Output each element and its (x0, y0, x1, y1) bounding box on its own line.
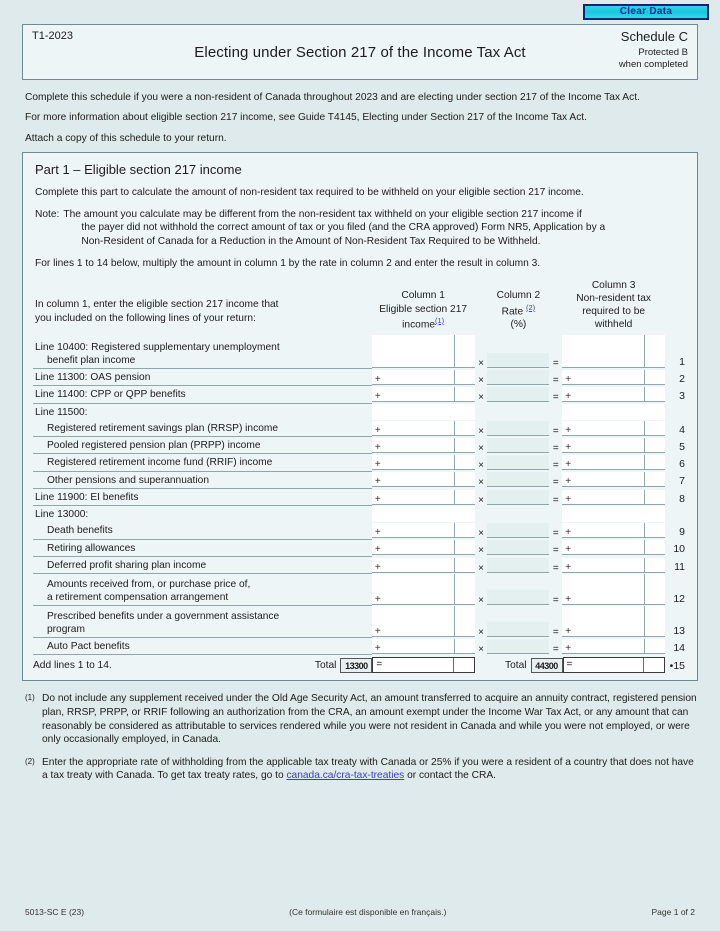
row-12-col2-cell (487, 574, 549, 606)
table-row (33, 369, 687, 386)
table-row (33, 556, 687, 573)
row-10-col2-cell (487, 539, 549, 556)
row-12-number: 12 (673, 592, 685, 605)
row-14-plus-sign: + (374, 642, 381, 654)
footnotes (25, 692, 698, 782)
group-13000-col2-stub (487, 506, 549, 523)
row-2-col1-cell (372, 369, 475, 386)
row-2-col3-cell (562, 369, 665, 386)
row-7-rate-input[interactable] (487, 472, 549, 487)
table-row (33, 488, 687, 505)
protected-line-2: when completed (618, 58, 688, 70)
add-lines-label: Add lines 1 to 14. (33, 660, 112, 672)
row-label-12 (33, 574, 372, 606)
group-13000-eq (549, 506, 562, 523)
row-label-10 (33, 539, 372, 556)
row-label-5-text: Pooled registered pension plan (PRPP) income (47, 440, 261, 452)
french-availability-note: (Ce formulaire est disponible en français.) (289, 907, 447, 917)
row-5-rate-input[interactable] (487, 438, 549, 453)
row-14-multiply: × (478, 643, 484, 655)
table-row (33, 522, 687, 539)
note-line-3: Non-Resident of Canada for a Reduction in the Amount of Non-Resident Tax Required to be Withheld. (81, 235, 541, 247)
row-13-equals: = (552, 626, 559, 638)
footnote-2-text-after: or contact the CRA. (404, 770, 496, 782)
column-2-subtitle (487, 303, 549, 319)
row-2-multiply: × (478, 374, 484, 386)
row-7-col1-cell (372, 471, 475, 488)
row-12-rate-input[interactable] (487, 590, 549, 605)
protected-label (619, 47, 688, 71)
column-3-title: Column 3 (591, 279, 636, 291)
group-11500-eq (549, 403, 562, 420)
row-3-rate-input[interactable] (487, 387, 549, 402)
table-row (33, 574, 687, 606)
row-7-col3-cell (562, 471, 665, 488)
row-14-equals: = (552, 643, 559, 655)
row-13-income-input[interactable] (372, 606, 475, 637)
row-14-rate-input[interactable] (487, 639, 549, 654)
group-13000-num (665, 506, 687, 523)
field-code-44300: 44300 (531, 658, 563, 673)
group-11500-num (665, 403, 687, 420)
row-label-11-text: Deferred profit sharing plan income (47, 559, 207, 571)
row-14-number: 14 (673, 641, 685, 654)
row-14-tax-input[interactable] (562, 639, 665, 654)
row-7-multiply: × (478, 477, 484, 489)
row-10-number: 10 (673, 543, 685, 556)
row-4-col3-cell (562, 420, 665, 437)
table-row (33, 437, 687, 454)
footnote-1-link[interactable]: (1) (435, 315, 445, 325)
income-table (33, 279, 687, 656)
cra-tax-treaties-link[interactable]: canada.ca/cra-tax-treaties (286, 770, 405, 782)
part-1-section (22, 152, 698, 681)
table-row (33, 420, 687, 437)
row-label-14 (33, 638, 372, 655)
row-3-plus-sign: + (374, 391, 381, 403)
row-6-income-input[interactable] (372, 455, 475, 470)
total-number: 15 (673, 660, 685, 673)
stub-field-d (372, 506, 475, 522)
toolbar (0, 0, 720, 24)
row-label-8: Line 11900: EI benefits (33, 488, 372, 505)
footnote-2-text (42, 756, 698, 783)
row-8-rate-input[interactable] (487, 490, 549, 505)
footnote-1-mark: (1) (25, 693, 35, 703)
row-14-col3-cell (562, 638, 665, 655)
row-3-income-input[interactable] (372, 387, 475, 402)
row-3-number: 3 (679, 390, 685, 403)
total-tax-input[interactable] (563, 657, 666, 673)
intro-paragraph-3: Attach a copy of this schedule to your return. (25, 132, 227, 144)
row-6-multiply: × (478, 460, 484, 472)
total-row-number (665, 660, 687, 673)
row-12-multiply: × (478, 594, 484, 606)
row-6-col3-cell (562, 454, 665, 471)
row-4-rate-input[interactable] (487, 421, 549, 436)
table-row (33, 454, 687, 471)
table-row (33, 539, 687, 556)
row-1-rate-input[interactable] (487, 353, 549, 368)
row-14-col2-cell (487, 638, 549, 655)
page-title: Electing under Section 217 of the Income Tax Act (194, 44, 526, 61)
note-line-2: the payer did not withhold the correct amount of tax or you filed (and the CRA approved) Form NR5, Application by a (81, 222, 606, 234)
row-13-tax-input[interactable] (562, 606, 665, 637)
row-12-income-input[interactable] (372, 574, 475, 605)
row-6-equals: = (552, 460, 559, 472)
row-label-7 (33, 471, 372, 488)
total-label-1: Total (314, 660, 337, 672)
row-13-plus-sign-3: + (565, 625, 572, 637)
lead-line-2: you included on the following lines of your return: (35, 312, 256, 324)
protected-line-1: Protected B (638, 47, 688, 58)
column-2-sub-text: Rate (501, 306, 524, 318)
row-4-plus-sign: + (374, 424, 381, 436)
part-1-intro: Complete this part to calculate the amount of non-resident tax required to be withheld on your eligible section 217 income. (35, 187, 584, 199)
row-5-plus-sign: + (374, 441, 381, 453)
group-11500-col1-stub (372, 403, 475, 420)
table-row (33, 335, 687, 369)
group-11500-x (475, 403, 488, 420)
row-1-number: 1 (679, 355, 685, 368)
row-8-col1-cell (372, 488, 475, 505)
column-3-subtitle: Non-resident tax (576, 292, 651, 304)
column-2-title: Column 2 (496, 290, 541, 302)
row-8-number: 8 (679, 492, 685, 505)
row-3-col3-cell (562, 386, 665, 403)
row-4-multiply: × (478, 425, 484, 437)
group-13000-x (475, 506, 488, 523)
column-lead-text (33, 279, 372, 335)
row-13-col1-cell (372, 606, 475, 638)
column-1-sub2-text: income (402, 319, 435, 331)
stub-field-a (372, 404, 475, 420)
row-label-6 (33, 454, 372, 471)
group-11500-col3-stub (562, 403, 665, 420)
row-12-plus-sign-3: + (565, 593, 572, 605)
row-14-plus-sign-3: + (565, 642, 572, 654)
page-footer (25, 907, 695, 917)
form-title-block (22, 24, 698, 80)
row-9-plus-sign-3: + (565, 527, 572, 539)
row-label-12-main: Amounts received from, or purchase price of, (47, 578, 251, 590)
table-row (33, 638, 687, 655)
row-6-col1-cell (372, 454, 475, 471)
column-2-header (487, 279, 549, 335)
row-11-number: 11 (674, 560, 685, 573)
total-bullet: • (669, 660, 674, 673)
intro-paragraph-1: Complete this schedule if you were a non-resident of Canada throughout 2023 and are electing under section 217 of the Income Tax Act. (25, 92, 640, 103)
total-label-2: Total (505, 660, 527, 672)
column-1-header (372, 279, 475, 335)
row-2-number: 2 (679, 372, 685, 385)
group-13000-col1-stub (372, 506, 475, 523)
row-label-11 (33, 556, 372, 573)
row-7-equals: = (552, 477, 559, 489)
row-4-col2-cell (487, 420, 549, 437)
row-7-tax-input[interactable] (562, 472, 665, 487)
row-11-col1-cell (372, 556, 475, 573)
row-10-col1-cell (372, 539, 475, 556)
row-9-equals: = (552, 528, 559, 540)
clear-data-button[interactable]: Clear Data (583, 4, 709, 20)
row-6-rate-input[interactable] (487, 455, 549, 470)
form-year-label: T1-2023 (32, 30, 73, 42)
row-3-equals: = (552, 392, 559, 404)
footnote-1 (25, 692, 698, 746)
row-9-multiply: × (478, 528, 484, 540)
row-9-plus-sign: + (374, 527, 381, 539)
row-10-col3-cell (562, 539, 665, 556)
row-11-income-input[interactable] (372, 558, 475, 573)
row-11-plus-sign-3: + (565, 561, 572, 573)
intro-paragraph-2: For more information about eligible section 217 income, see Guide T4145, Electing under Section 217 of the Income Tax Act. (25, 112, 587, 124)
column-3-header (562, 279, 665, 335)
table-row (33, 471, 687, 488)
row-8-col2-cell (487, 488, 549, 505)
row-3-plus-sign-3: + (565, 391, 572, 403)
row-2-plus-sign-3: + (565, 373, 572, 385)
row-7-plus-sign-3: + (565, 476, 572, 488)
row-2-rate-input[interactable] (487, 370, 549, 385)
row-5-tax-input[interactable] (562, 438, 665, 453)
row-1-tax-input[interactable] (562, 335, 665, 368)
row-5-col2-cell (487, 437, 549, 454)
row-11-tax-input[interactable] (562, 558, 665, 573)
row-6-plus-sign-3: + (565, 459, 572, 471)
footnote-2 (25, 756, 698, 783)
row-4-income-input[interactable] (372, 421, 475, 436)
total-2-equals: = (566, 659, 573, 671)
row-3-col1-cell (372, 386, 475, 403)
row-6-plus-sign: + (374, 459, 381, 471)
row-6-col2-cell (487, 454, 549, 471)
row-1-col3-cell (562, 335, 665, 369)
note-line-1: The amount you calculate may be different from the non-resident tax withheld on your eligible section 217 income if (63, 208, 582, 220)
row-label-7-text: Other pensions and superannuation (47, 474, 209, 486)
row-label-1 (33, 335, 372, 369)
row-12-plus-sign: + (374, 593, 381, 605)
row-12-tax-input[interactable] (562, 574, 665, 605)
row-label-6-text: Registered retirement income fund (RRIF) income (47, 457, 273, 469)
column-1-title: Column 1 (401, 290, 445, 302)
row-5-income-input[interactable] (372, 438, 475, 453)
row-8-multiply: × (478, 494, 484, 506)
row-11-col2-cell (487, 556, 549, 573)
note-label: Note: (35, 208, 60, 220)
stub-field-e (487, 506, 549, 522)
row-3-multiply: × (478, 392, 484, 404)
field-code-13300: 13300 (340, 658, 372, 673)
stub-field-b (487, 404, 549, 420)
row-13-multiply: × (478, 626, 484, 638)
group-11500-col2-stub (487, 403, 549, 420)
row-label-9 (33, 522, 372, 539)
column-1-subtitle: Eligible section 217 (379, 303, 468, 315)
row-2-tax-input[interactable] (562, 370, 665, 385)
row-9-col3-cell (562, 522, 665, 539)
row-label-5 (33, 437, 372, 454)
row-5-multiply: × (478, 442, 484, 454)
row-5-col3-cell (562, 437, 665, 454)
row-label-1-sub: benefit plan income (47, 354, 136, 366)
row-label-4-text: Registered retirement savings plan (RRSP) income (47, 422, 279, 434)
group-13000-col3-stub (562, 506, 665, 523)
schedule-label: Schedule C (620, 29, 688, 44)
row-2-income-input[interactable] (372, 370, 475, 385)
total-2-box-cell (563, 657, 666, 673)
row-7-col2-cell (487, 471, 549, 488)
row-11-col3-cell (562, 556, 665, 573)
row-6-tax-input[interactable] (562, 455, 665, 470)
page-number: Page 1 of 2 (651, 907, 695, 917)
row-3-tax-input[interactable] (562, 387, 665, 402)
total-2-group (488, 658, 563, 673)
row-label-1-main: Line 10400: Registered supplementary unemployment (35, 341, 280, 353)
row-label-9-text: Death benefits (47, 525, 113, 537)
row-14-col1-cell (372, 638, 475, 655)
table-row (33, 606, 687, 638)
lead-line-1: In column 1, enter the eligible section 217 income that (35, 299, 279, 311)
part-1-heading: Part 1 – Eligible section 217 income (35, 162, 242, 178)
row-4-number: 4 (679, 423, 685, 436)
row-5-equals: = (552, 442, 559, 454)
row-label-13 (33, 606, 372, 638)
row-8-plus-sign-3: + (565, 493, 572, 505)
row-1-col1-cell (372, 335, 475, 369)
row-11-plus-sign: + (374, 561, 381, 573)
row-9-col1-cell (372, 522, 475, 539)
group-header-row (33, 403, 687, 420)
footnote-1-text: Do not include any supplement received under the Old Age Security Act, an amount transferred to acquire an annuity contract, registered pension plan, RRSP, PRPP, or RRIF following an authorization from the CRA, an amount exempt under the Income War Tax Act, or any amount that can reasonably be considered as attributable to services rendered while you were not resident in Canada and while you were not employed, or were only occasionally employed, in Canada. (42, 693, 697, 746)
total-1-group (237, 658, 372, 673)
spacer-x-header (475, 279, 488, 335)
row-1-income-input[interactable] (372, 335, 475, 368)
row-11-rate-input[interactable] (487, 558, 549, 573)
total-1-box-cell (372, 657, 475, 673)
row-10-plus-sign-3: + (565, 544, 572, 556)
row-10-multiply: × (478, 545, 484, 557)
row-2-col2-cell (487, 369, 549, 386)
row-12-col3-cell (562, 574, 665, 606)
row-12-equals: = (552, 594, 559, 606)
row-1-multiply: × (478, 357, 484, 369)
stub-field-f (562, 506, 665, 522)
footnote-2-link[interactable]: (2) (526, 302, 536, 312)
row-label-2: Line 11300: OAS pension (33, 369, 372, 386)
row-1-equals: = (552, 357, 559, 369)
table-row (33, 386, 687, 403)
part-1-note (35, 208, 687, 248)
row-13-number: 13 (673, 624, 685, 637)
row-4-plus-sign-3: + (565, 424, 572, 436)
row-label-3: Line 11400: CPP or QPP benefits (33, 386, 372, 403)
row-label-10-text: Retiring allowances (47, 542, 136, 554)
total-1-equals: = (376, 659, 383, 671)
note-body (63, 208, 687, 248)
row-10-tax-input[interactable] (562, 540, 665, 555)
footnote-2-text-before: Enter the appropriate rate of withholding from the applicable tax treaty with Canada or 25% if you were a resident of a country that does not have a tax treaty with Canada. To get tax treaty rates, go to (42, 756, 694, 782)
row-9-rate-input[interactable] (487, 523, 549, 538)
row-9-income-input[interactable] (372, 523, 475, 538)
row-5-plus-sign-3: + (565, 441, 572, 453)
column-1-subtitle-2 (372, 316, 475, 332)
row-4-tax-input[interactable] (562, 421, 665, 436)
row-12-col1-cell (372, 574, 475, 606)
part-1-instruction: For lines 1 to 14 below, multiply the amount in column 1 by the rate in column 2 and enter the result in column 3. (35, 258, 541, 270)
row-label-14-text: Auto Pact benefits (47, 641, 130, 653)
row-7-plus-sign: + (374, 476, 381, 488)
row-4-col1-cell (372, 420, 475, 437)
row-13-rate-input[interactable] (487, 622, 549, 637)
column-3-subtitle-2: required to be withheld (582, 306, 646, 331)
row-label-12-sub: a retirement compensation arrangement (47, 591, 229, 603)
row-2-equals: = (552, 374, 559, 386)
spacer-eq-header (549, 279, 562, 335)
row-7-number: 7 (679, 475, 685, 488)
form-code: 5013-SC E (23) (25, 907, 85, 917)
stub-field-c (562, 404, 665, 420)
total-row (33, 657, 687, 673)
row-14-income-input[interactable] (372, 639, 475, 654)
row-label-13-sub: program (47, 623, 85, 635)
row-9-tax-input[interactable] (562, 523, 665, 538)
row-4-equals: = (552, 425, 559, 437)
group-header-row (33, 506, 687, 523)
row-9-number: 9 (679, 526, 685, 539)
row-8-plus-sign: + (374, 493, 381, 505)
row-10-rate-input[interactable] (487, 540, 549, 555)
row-10-plus-sign: + (374, 544, 381, 556)
group-label-11500: Line 11500: (35, 406, 88, 418)
row-13-col2-cell (487, 606, 549, 638)
row-1-col2-cell (487, 335, 549, 369)
row-label-13-main: Prescribed benefits under a government assistance (47, 610, 280, 622)
row-8-income-input[interactable] (372, 490, 475, 505)
footnote-2-mark: (2) (25, 756, 35, 766)
row-11-equals: = (552, 562, 559, 574)
row-5-col1-cell (372, 437, 475, 454)
column-2-unit: (%) (510, 319, 527, 331)
row-3-col2-cell (487, 386, 549, 403)
intro-text (25, 91, 698, 145)
table-header-row (33, 279, 687, 335)
row-8-equals: = (552, 494, 559, 506)
row-2-plus-sign: + (374, 373, 381, 385)
group-label-13000: Line 13000: (35, 509, 89, 521)
row-13-plus-sign: + (374, 625, 381, 637)
row-13-col3-cell (562, 606, 665, 638)
row-9-col2-cell (487, 522, 549, 539)
row-10-income-input[interactable] (372, 540, 475, 555)
total-income-input[interactable] (372, 657, 475, 673)
row-6-number: 6 (679, 458, 685, 471)
row-number-header (665, 279, 687, 335)
row-11-multiply: × (478, 562, 484, 574)
row-label-4 (33, 420, 372, 437)
schedule-info (619, 29, 688, 71)
row-8-col3-cell (562, 488, 665, 505)
row-8-tax-input[interactable] (562, 490, 665, 505)
row-10-equals: = (552, 545, 559, 557)
row-7-income-input[interactable] (372, 472, 475, 487)
row-5-number: 5 (679, 440, 685, 453)
